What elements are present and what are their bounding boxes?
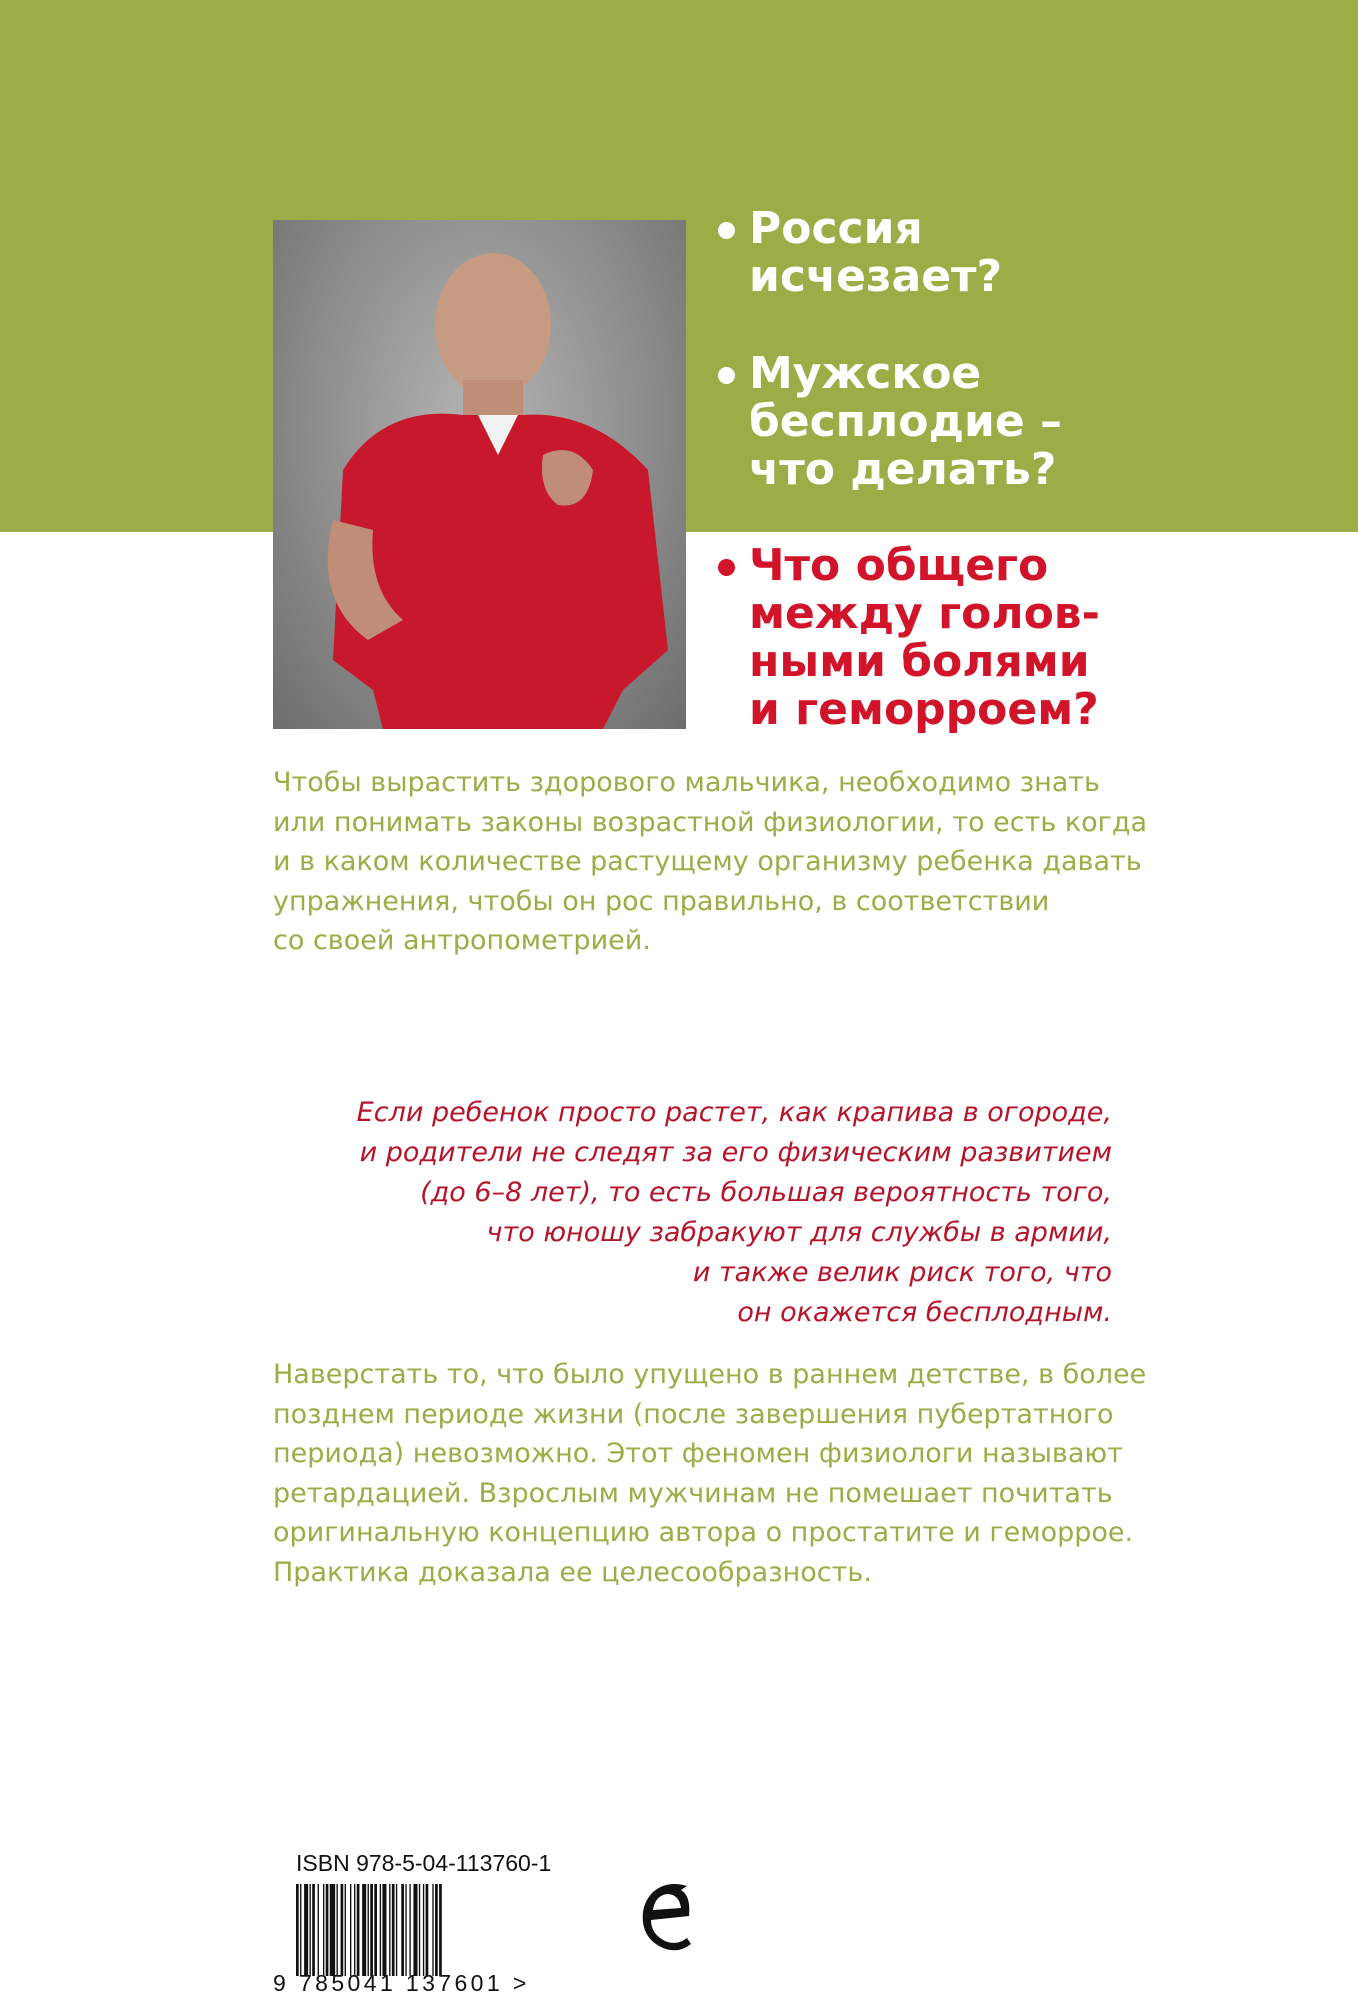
highlight-quote: Если ребенок просто растет, как крапива в огороде, и родители не следят за его физическим развитием (до 6–8 лет), то есть большая вероятность того, что юношу забракуют для службы в армии, и также велик риск того, что он окажется бесплодным. [356,1097,1112,1328]
bullet-dot-icon [718,367,735,384]
barcode-bar [345,1884,346,1976]
barcode-bar [326,1884,329,1976]
barcode-bar [426,1884,429,1976]
bullet-text: Россия исчезает? [749,203,1003,302]
barcode-bar [357,1884,360,1976]
bullet-item [718,350,1318,494]
barcode-bar [432,1884,433,1976]
barcode-bar [439,1884,442,1976]
barcode-bar [382,1884,386,1976]
barcode-bar [318,1884,319,1976]
barcode-bar [362,1884,366,1976]
barcode-bar [423,1884,424,1976]
barcode-bar [409,1884,410,1976]
eksmo-logo-icon [637,1878,695,1952]
bullet-text: Что общего между голов- ными болями и геморроем? [749,540,1100,735]
barcode-bar [323,1884,324,1976]
barcode-bar [405,1884,406,1976]
barcode-bar [370,1884,373,1976]
bullet-text: Мужское бесплодие – что делать? [749,348,1063,495]
barcode-bar [419,1884,420,1976]
barcode-icon [296,1884,551,1976]
barcode-bar [389,1884,390,1976]
barcode-bar [350,1884,351,1976]
barcode-bar [413,1884,417,1976]
author-photo [273,220,686,729]
author-photo-icon [273,220,686,729]
barcode [296,1884,551,1976]
barcode-bar [396,1884,397,1976]
barcode-bar [330,1884,335,1976]
barcode-bar [435,1884,438,1976]
barcode-bar [380,1884,381,1976]
barcode-bar [354,1884,355,1976]
barcode-digits: 9 785041 137601 > [273,1970,530,1996]
barcode-bar [296,1884,299,1976]
bullet-dot-icon [718,222,735,239]
description-paragraph-1: Чтобы вырастить здорового мальчика, необходимо знать или понимать законы возрастной физиологии, то есть когда и в каком количестве растущему организму ребенка давать упражнения, чтобы он рос правильно, в соответствии со своей антропометрией. [273,767,1148,956]
barcode-bar [300,1884,301,1976]
barcode-bar [368,1884,369,1976]
isbn-label: ISBN 978-5-04-113760-1 [296,1850,552,1876]
barcode-bar [337,1884,338,1976]
bullet-item [718,205,1318,349]
barcode-bar [310,1884,311,1976]
barcode-bar [304,1884,308,1976]
barcode-bar [374,1884,377,1976]
barcode-bar [312,1884,315,1976]
description-paragraph-2: Наверстать то, что было упущено в раннем детстве, в более позднем периоде жизни (после завершения пубертатного периода) невозможно. Этот феномен физиологи называют ретардацией. Взрослым мужчинам не помешает почитать оригинальную концепцию автора о простатите и геморрое. Практика доказала ее целесообразность. [273,1359,1147,1588]
bullet-item-highlighted [718,540,1318,735]
barcode-bar [341,1884,344,1976]
barcode-bar [401,1884,404,1976]
bullet-dot-icon [718,559,735,576]
barcode-bar [392,1884,395,1976]
